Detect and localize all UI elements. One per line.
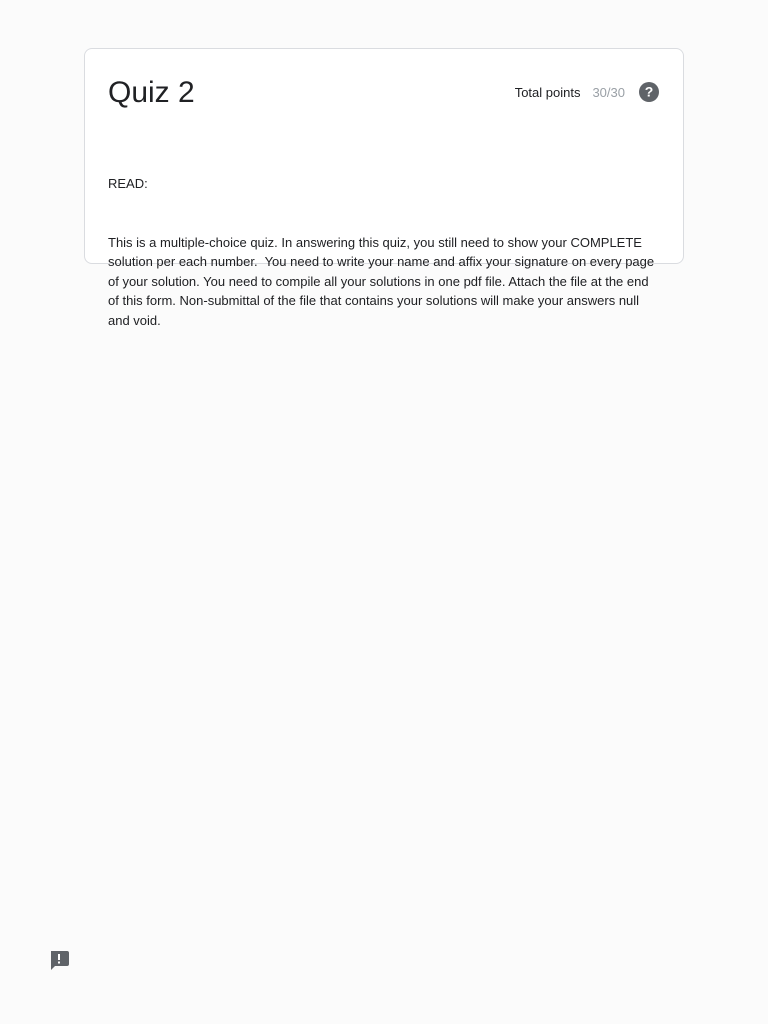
form-description <box>108 135 659 369</box>
help-icon[interactable] <box>639 82 659 102</box>
total-points <box>515 80 659 104</box>
form-title: Quiz 2 <box>108 76 195 109</box>
form-header-row <box>108 49 659 135</box>
form-header-card <box>84 48 684 328</box>
report-problem-icon[interactable] <box>48 949 70 971</box>
form-description-label: READ: <box>108 176 148 191</box>
total-points-label: Total points <box>514 84 581 100</box>
form-description-body: This is a multiple-choice quiz. In answering this quiz, you still need to show your COMPLETE solution per each number. You need to write your name and affix your signature on every page of your solution. You need to compile all your solutions in one pdf file. Attach the file at the end of this form. Non-submittal of the file that contains your solutions will make your answers null and void. <box>108 234 658 328</box>
total-points-value: 30/30 <box>592 84 625 100</box>
svg-text:?: ? <box>644 83 654 100</box>
